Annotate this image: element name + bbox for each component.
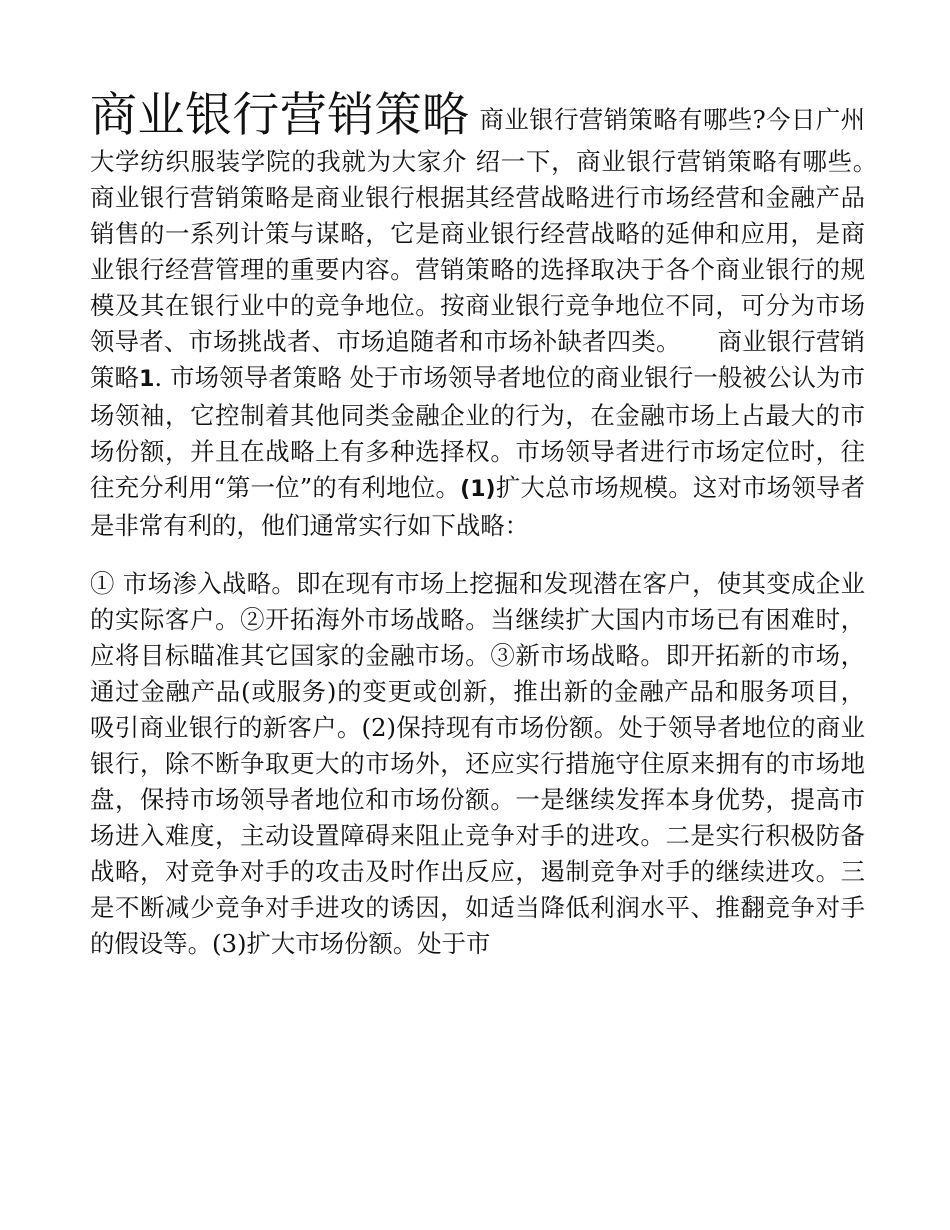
list-number: (1): [460, 477, 496, 502]
paragraph-intro-text-3: 扩大总市场规模。这对市场领导者是非常有利的，他们通常实行如下战略：: [90, 473, 865, 540]
paragraph-strategies: ① 市场渗入战略。即在现有市场上挖掘和发现潜在客户，使其变成企业的实际客户。②开拓海外市场战略。当继续扩大国内市场已有困难时，应将目标瞄准其它国家的金融市场。③新市场战略。即开拓新的市场，通过金融产品(或服务)的变更或创新，推出新的金融产品和服务项目，吸引商业银行的新客户。(2)保持现有市场份额。处于领导者地位的商业银行，除不断争取更大的市场外，还应实行措施守住原来拥有的市场地盘，保持市场领导者地位和市场份额。一是继续发挥本身优势，提高市场进入难度，主动设置障碍来阻止竞争对手的进攻。二是实行积极防备战略，对竞争对手的攻击及时作出反应，遏制竞争对手的继续进攻。三是不断减少竞争对手进攻的诱因，如适当降低利润水平、推翻竞争对手的假设等。(3)扩大市场份额。处于市: [90, 569, 865, 958]
paragraph-intro: [90, 88, 939, 544]
paragraph-intro-text-2: . 市场领导者策略 处于市场领导者地位的商业银行一般被公认为市场领袖，它控制着其他同类金融企业的行为，在金融市场上占最大的市场份额，并且在战略上有多种选择权。市场领导者进行市场定位时，往往充分利用“第一位”的有利地位。: [90, 363, 865, 502]
document-page: [90, 88, 939, 962]
paragraph-intro-text-1: 商业银行营销策略有哪些?今日广州大学纺织服装学院的我就为大家介 绍一下，商业银行营销策略有哪些。 商业银行营销策略是商业银行根据其经营战略进行市场经营和金融产品销售的一系列计策与谋略，它是商业银行经营战略的延伸和应用，是商业银行经营管理的重要内容。营销策略的选择取决于各个商业银行的规模及其在银行业中的竞争地位。按商业银行竞争地位不同，可分为市场领导者、市场挑战者、市场追随者和市场补缺者四类。 商业银行营销策略: [90, 105, 939, 392]
document-title: 商业银行营销策略: [90, 88, 470, 143]
section-number: 1: [139, 367, 155, 392]
